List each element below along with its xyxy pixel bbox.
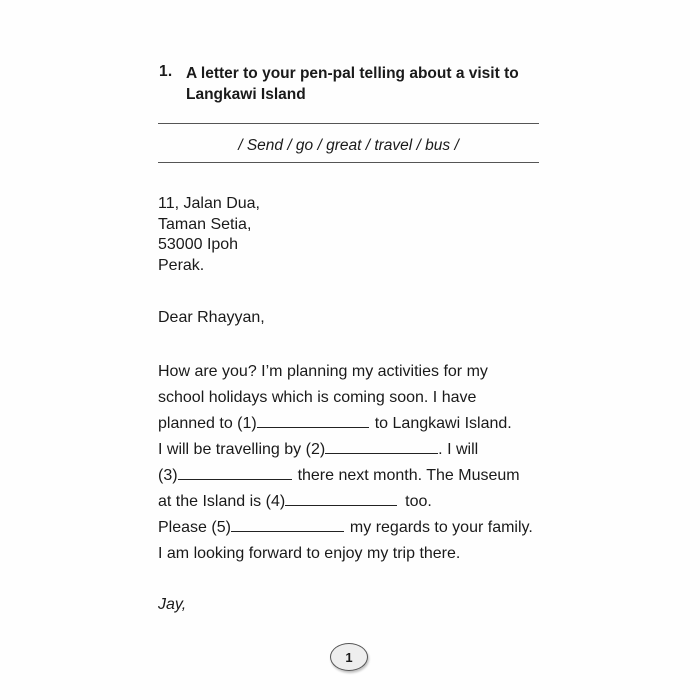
letter-line [158,515,558,541]
blank-1[interactable] [257,413,369,428]
blank-5[interactable] [231,517,344,532]
letter-line [158,489,558,515]
letter-text: there next month. The Museum [297,467,520,484]
blank-2[interactable] [325,439,438,454]
letter-text: (3) [158,467,178,484]
question-number: 1. [159,63,173,80]
word-bank: / Send / go / great / travel / bus / [238,137,459,154]
address-line: Perak. [158,256,205,274]
address-line: Taman Setia, [158,215,252,233]
letter-line [158,385,558,411]
letter-text: How are you? I’m planning my activities for my [158,363,488,380]
word-bank-bottom-rule [158,162,539,163]
question-title: A letter to your pen-pal telling about a visit to Langkawi Island [186,65,519,103]
letter-line [158,411,558,437]
word-bank-top-rule [158,123,539,124]
letter-line [158,359,558,385]
letter-text: I am looking forward to enjoy my trip there. [158,545,461,562]
letter-line [158,541,558,567]
letter-text: my regards to your family. [349,519,533,536]
letter-text: . I will [438,441,479,458]
letter-body [158,359,558,567]
letter-text: I will be travelling by (2) [158,441,326,458]
blank-4[interactable] [285,491,397,506]
page-number-badge [330,643,368,671]
address-block [158,194,260,276]
address-line: 11, Jalan Dua, [158,195,260,212]
letter-line [158,437,558,463]
letter-text: at the Island is (4) [158,493,286,510]
letter-text: to Langkawi Island. [374,415,512,432]
salutation: Dear Rhayyan, [158,309,265,326]
signoff: Jay, [158,596,187,613]
letter-text: too. [405,493,432,510]
letter-text: school holidays which is coming soon. I have [158,389,477,406]
blank-3[interactable] [178,465,292,480]
letter-text: Please (5) [158,519,231,536]
address-line: 53000 Ipoh [158,236,239,253]
page-number: 1 [345,649,353,665]
letter-text: planned to (1) [158,415,257,432]
letter-line [158,463,558,489]
